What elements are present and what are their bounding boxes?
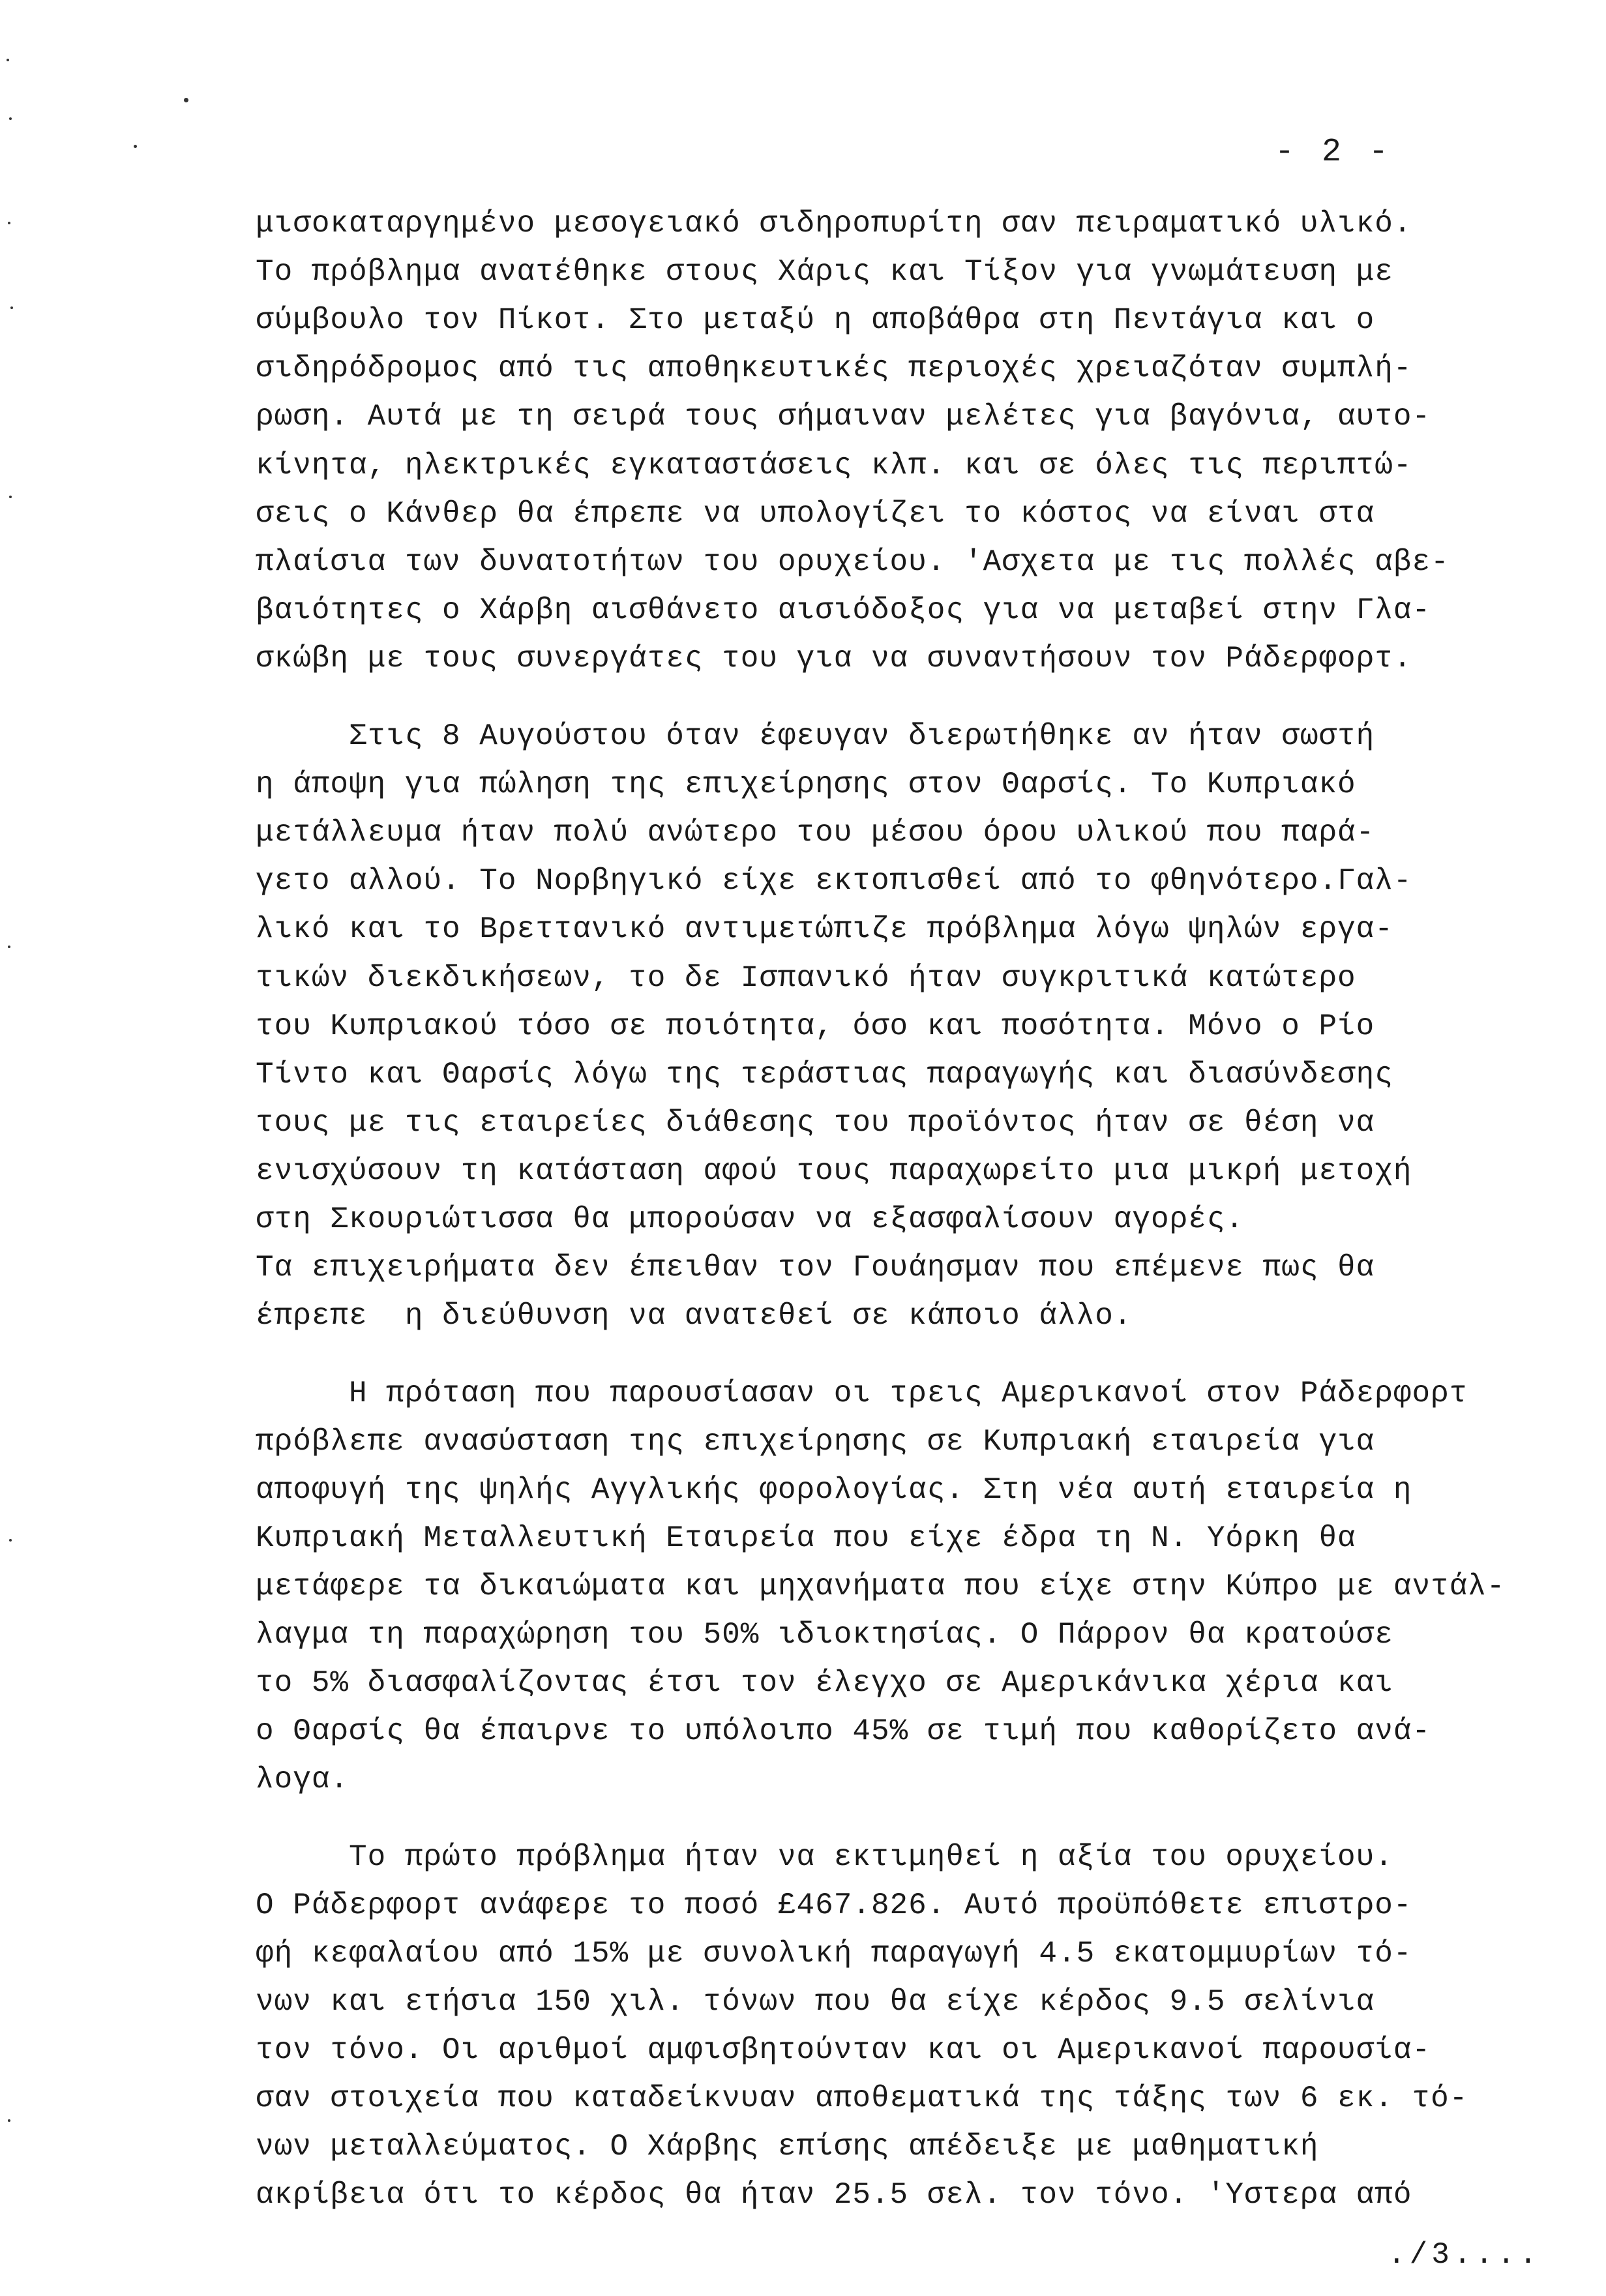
text-line: Κυπριακή Μεταλλευτική Εταιρεία που είχε έδρα τη Ν. Υόρκη θα	[256, 1521, 1356, 1555]
text-line: σύμβουλο τον Πίκοτ. Στο μεταξύ η αποβάθρα στη Πεντάγια και ο	[256, 303, 1375, 337]
text-line: νων μεταλλεύματος. Ο Χάρβης επίσης απέδειξε με μαθηματική	[256, 2130, 1319, 2164]
text-line: τους με τις εταιρείες διάθεσης του προϊόντος ήταν σε θέση να	[256, 1106, 1375, 1140]
text-line: βαιότητες ο Χάρβη αισθάνετο αισιόδοξος για να μεταβεί στην Γλα-	[256, 593, 1431, 627]
text-line: ρωση. Αυτά με τη σειρά τους σήμαιναν μελέτες για βαγόνια, αυτο-	[256, 400, 1431, 434]
text-line: Το πρόβλημα ανατέθηκε στους Χάρις και Τίξον για γνωμάτευση με	[256, 255, 1393, 289]
text-line: η άποψη για πώληση της επιχείρησης στον Θαρσίς. Το Κυπριακό	[256, 768, 1356, 801]
text-line: λαγμα τη παραχώρηση του 50% ιδιοκτησίας. Ο Πάρρον θα κρατούσε	[256, 1618, 1393, 1652]
text-line: ο Θαρσίς θα έπαιρνε το υπόλοιπο 45% σε τιμή που καθορίζετο ανά-	[256, 1714, 1431, 1748]
page-number: - 2 -	[1275, 134, 1393, 171]
text-line: Στις 8 Αυγούστου όταν έφευγαν διερωτήθηκε αν ήταν σωστή	[349, 719, 1375, 753]
text-line: κίνητα, ηλεκτρικές εγκαταστάσεις κλπ. και σε όλες τις περιπτώ-	[256, 449, 1412, 483]
text-line: έπρεπε η διεύθυνση να ανατεθεί σε κάποιο άλλο.	[256, 1299, 1133, 1333]
text-line: ακρίβεια ότι το κέρδος θα ήταν 25.5 σελ. τον τόνο. 'Υστερα από	[256, 2178, 1412, 2212]
text-line: σιδηρόδρομος από τις αποθηκευτικές περιοχές χρειαζόταν συμπλή-	[256, 351, 1412, 385]
text-line: σαν στοιχεία που καταδείκνυαν αποθεματικά της τάξης των 6 εκ. τό-	[256, 2081, 1468, 2115]
scan-speck	[10, 306, 13, 309]
scan-speck	[134, 145, 137, 148]
continuation-marker: ./3....	[1388, 2238, 1541, 2272]
scan-speck	[8, 222, 10, 224]
text-line: του Κυπριακού τόσο σε ποιότητα, όσο και ποσότητα. Μόνο ο Ρίο	[256, 1009, 1375, 1043]
text-line: τον τόνο. Οι αριθμοί αμφισβητούνταν και οι Αμερικανοί παρουσία-	[256, 2033, 1431, 2067]
text-line: Ο Ράδερφορτ ανάφερε το ποσό £467.826. Αυτό προϋπόθετε επιστρο-	[256, 1888, 1412, 1922]
text-line: γετο αλλού. Το Νορβηγικό είχε εκτοπισθεί από το φθηνότερο.Γαλ-	[256, 864, 1412, 898]
text-line: λικό και το Βρεττανικό αντιμετώπιζε πρόβλημα λόγω ψηλών εργα-	[256, 912, 1393, 946]
text-line: Η πρόταση που παρουσίασαν οι τρεις Αμερικανοί στον Ράδερφορτ	[349, 1377, 1468, 1410]
text-line: Τα επιχειρήματα δεν έπειθαν τον Γουάησμαν που επέμενε πως θα	[256, 1251, 1375, 1285]
text-line: σεις ο Κάνθερ θα έπρεπε να υπολογίζει το κόστος να είναι στα	[256, 497, 1375, 531]
text-line: Το πρώτο πρόβλημα ήταν να εκτιμηθεί η αξία του ορυχείου.	[349, 1840, 1393, 1874]
scan-speck	[184, 98, 188, 102]
text-line: σκώβη με τους συνεργάτες του για να συναντήσουν τον Ράδερφορτ.	[256, 642, 1412, 676]
text-line: αποφυγή της ψηλής Αγγλικής φορολογίας. Στη νέα αυτή εταιρεία η	[256, 1473, 1412, 1507]
text-line: τικών διεκδικήσεων, το δε Ισπανικό ήταν συγκριτικά κατώτερο	[256, 961, 1356, 995]
text-line: φή κεφαλαίου από 15% με συνολική παραγωγή 4.5 εκατομμυρίων τό-	[256, 1937, 1412, 1971]
text-line: λογα.	[256, 1763, 349, 1797]
scan-speck	[9, 117, 12, 120]
scan-speck	[9, 496, 12, 498]
text-line: στη Σκουριώτισσα θα μπορούσαν να εξασφαλίσουν αγορές.	[256, 1202, 1245, 1236]
text-line: Τίντο και Θαρσίς λόγω της τεράστιας παραγωγής και διασύνδεσης	[256, 1058, 1393, 1092]
text-line: νων και ετήσια 150 χιλ. τόνων που θα είχε κέρδος 9.5 σελίνια	[256, 1985, 1375, 2019]
text-line: πρόβλεπε ανασύσταση της επιχείρησης σε Κυπριακή εταιρεία για	[256, 1425, 1375, 1459]
text-line: πλαίσια των δυνατοτήτων του ορυχείου. 'Ασχετα με τις πολλές αβε-	[256, 545, 1450, 579]
scan-speck	[8, 2119, 10, 2122]
text-line: ενισχύσουν τη κατάσταση αφού τους παραχωρείτο μια μικρή μετοχή	[256, 1154, 1412, 1188]
text-line: μετάλλευμα ήταν πολύ ανώτερο του μέσου όρου υλικού που παρά-	[256, 816, 1375, 850]
text-line: μετάφερε τα δικαιώματα και μηχανήματα που είχε στην Κύπρο με αντάλ-	[256, 1570, 1506, 1603]
scan-speck	[7, 59, 9, 61]
text-line: το 5% διασφαλίζοντας έτσι τον έλεγχο σε Αμερικάνικα χέρια και	[256, 1666, 1393, 1700]
text-line: μισοκαταργημένο μεσογειακό σιδηροπυρίτη σαν πειραματικό υλικό.	[256, 207, 1412, 241]
scan-speck	[9, 1539, 12, 1542]
scan-speck	[8, 946, 10, 948]
